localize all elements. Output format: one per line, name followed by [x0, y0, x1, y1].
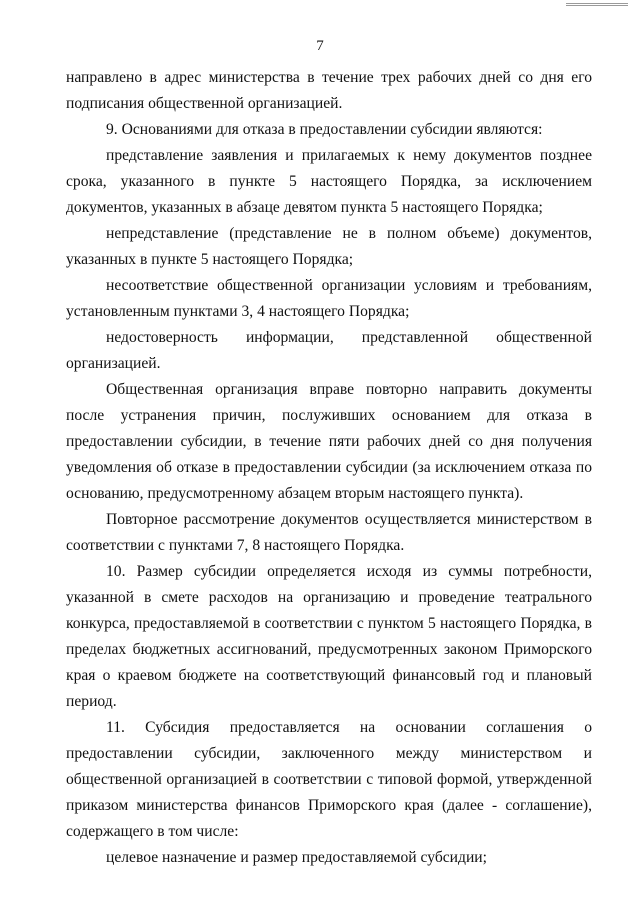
paragraph-continuation: направлено в адрес министерства в течение трех рабочих дней со дня его подписания общественной организацией. — [66, 69, 592, 112]
paragraph-reason-missing-documents: непредставление (представление не в полном объеме) документов, указанных в пункте 5 настоящего Порядка; — [66, 225, 592, 268]
scan-mark — [566, 2, 628, 6]
paragraph-item-10: 10. Размер субсидии определяется исходя из суммы потребности, указанной в смете расходов на организацию и проведение театрального конкурса, предоставляемой в соответствии с пунктом 5 настоящего Порядка, в пределах бюджетных ассигнований, предусмотренных законом Приморского края о краевом бюджете на соответствующий финансовый год и плановый период. — [66, 563, 592, 710]
page-number: 7 — [316, 38, 324, 54]
paragraph-re-review: Повторное рассмотрение документов осуществляется министерством в соответствии с пунктами 7, 8 настоящего Порядка. — [66, 511, 592, 554]
paragraph-reason-late-submission: представление заявления и прилагаемых к нему документов позднее срока, указанного в пункте 5 настоящего Порядка, за исключением документов, указанных в абзаце девятом пункта 5 настоящего Порядка; — [66, 147, 592, 216]
paragraph-reason-noncompliance: несоответствие общественной организации условиям и требованиям, установленным пунктами 3, 4 настоящего Порядка; — [66, 277, 592, 320]
document-body — [66, 65, 592, 871]
paragraph-item-9: 9. Основаниями для отказа в предоставлении субсидии являются: — [106, 121, 543, 138]
paragraph-reason-false-information: недостоверность информации, представленной общественной организацией. — [66, 329, 592, 372]
paragraph-purpose-and-amount: целевое назначение и размер предоставляемой субсидии; — [106, 849, 487, 866]
paragraph-resubmission: Общественная организация вправе повторно направить документы после устранения причин, послуживших основанием для отказа в предоставлении субсидии, в течение пяти рабочих дней со дня получения уведомления об отказе в предоставлении субсидии (за исключением отказа по основанию, предусмотренному абзацем вторым настоящего пункта). — [66, 381, 592, 502]
paragraph-item-11: 11. Субсидия предоставляется на основании соглашения о предоставлении субсидии, заключенного между министерством и общественной организацией в соответствии с типовой формой, утвержденной приказом министерства финансов Приморского края (далее - соглашение), содержащего в том числе: — [66, 719, 592, 840]
